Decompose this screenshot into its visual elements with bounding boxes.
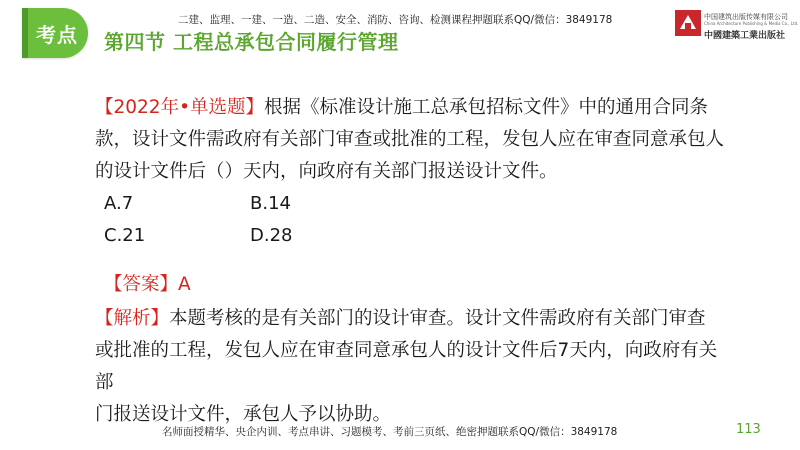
publisher-name: 中国建筑出版传媒有限公司 (704, 13, 788, 21)
publisher-name-en: China Architecture Publishing & Media Co., Ltd. (704, 21, 799, 26)
question-block (95, 92, 735, 188)
badge-accent (22, 8, 28, 58)
question-line-3: 的设计文件后（）天内，向政府有关部门报送设计文件。 (95, 161, 558, 182)
topic-badge-label: 考点 (36, 23, 78, 47)
slide-header (0, 0, 800, 62)
question-text-1: 根据《标准设计施工总承包招标文件》中的通用合同条 (264, 97, 709, 118)
publisher-logo (674, 8, 799, 42)
option-a: A.7 (104, 193, 134, 214)
header-promo-text: 二建、监理、一建、一造、二造、安全、消防、咨询、检测课程押题联系QQ/微信：3849178 (178, 14, 613, 26)
question-tag: 【2022年•单选题】 (95, 97, 264, 118)
analysis-tag: 【解析】 (95, 308, 170, 329)
analysis-text-1: 本题考核的是有关部门的设计审查。设计文件需政府有关部门审查 (169, 308, 706, 329)
answer-line (104, 270, 191, 296)
page-number: 113 (736, 422, 761, 437)
footer-promo-text: 名师面授精华、央企内训、考点串讲、习题模考、考前三页纸、绝密押题联系QQ/微信：3849178 (162, 426, 618, 438)
option-c: C.21 (104, 225, 146, 246)
option-d: D.28 (250, 225, 293, 246)
section-title: 第四节 工程总承包合同履行管理 (104, 30, 399, 54)
publisher-brand: 中國建築工業出版社 (704, 31, 786, 41)
question-line-2: 款，设计文件需政府有关部门审查或批准的工程，发包人应在审查同意承包人 (95, 129, 725, 150)
answer-tag: 【答案】 (104, 274, 179, 295)
analysis-line-1 (95, 303, 735, 335)
question-line-1 (95, 92, 735, 124)
option-b: B.14 (250, 193, 291, 214)
analysis-block (95, 303, 735, 431)
publisher-emblem-icon (674, 9, 702, 37)
analysis-line-3: 门报送设计文件，承包人予以协助。 (95, 404, 392, 425)
answer-value: A (178, 274, 191, 295)
analysis-line-2: 或批准的工程，发包人应在审查同意承包人的设计文件后7天内，向政府有关部 (95, 340, 718, 393)
